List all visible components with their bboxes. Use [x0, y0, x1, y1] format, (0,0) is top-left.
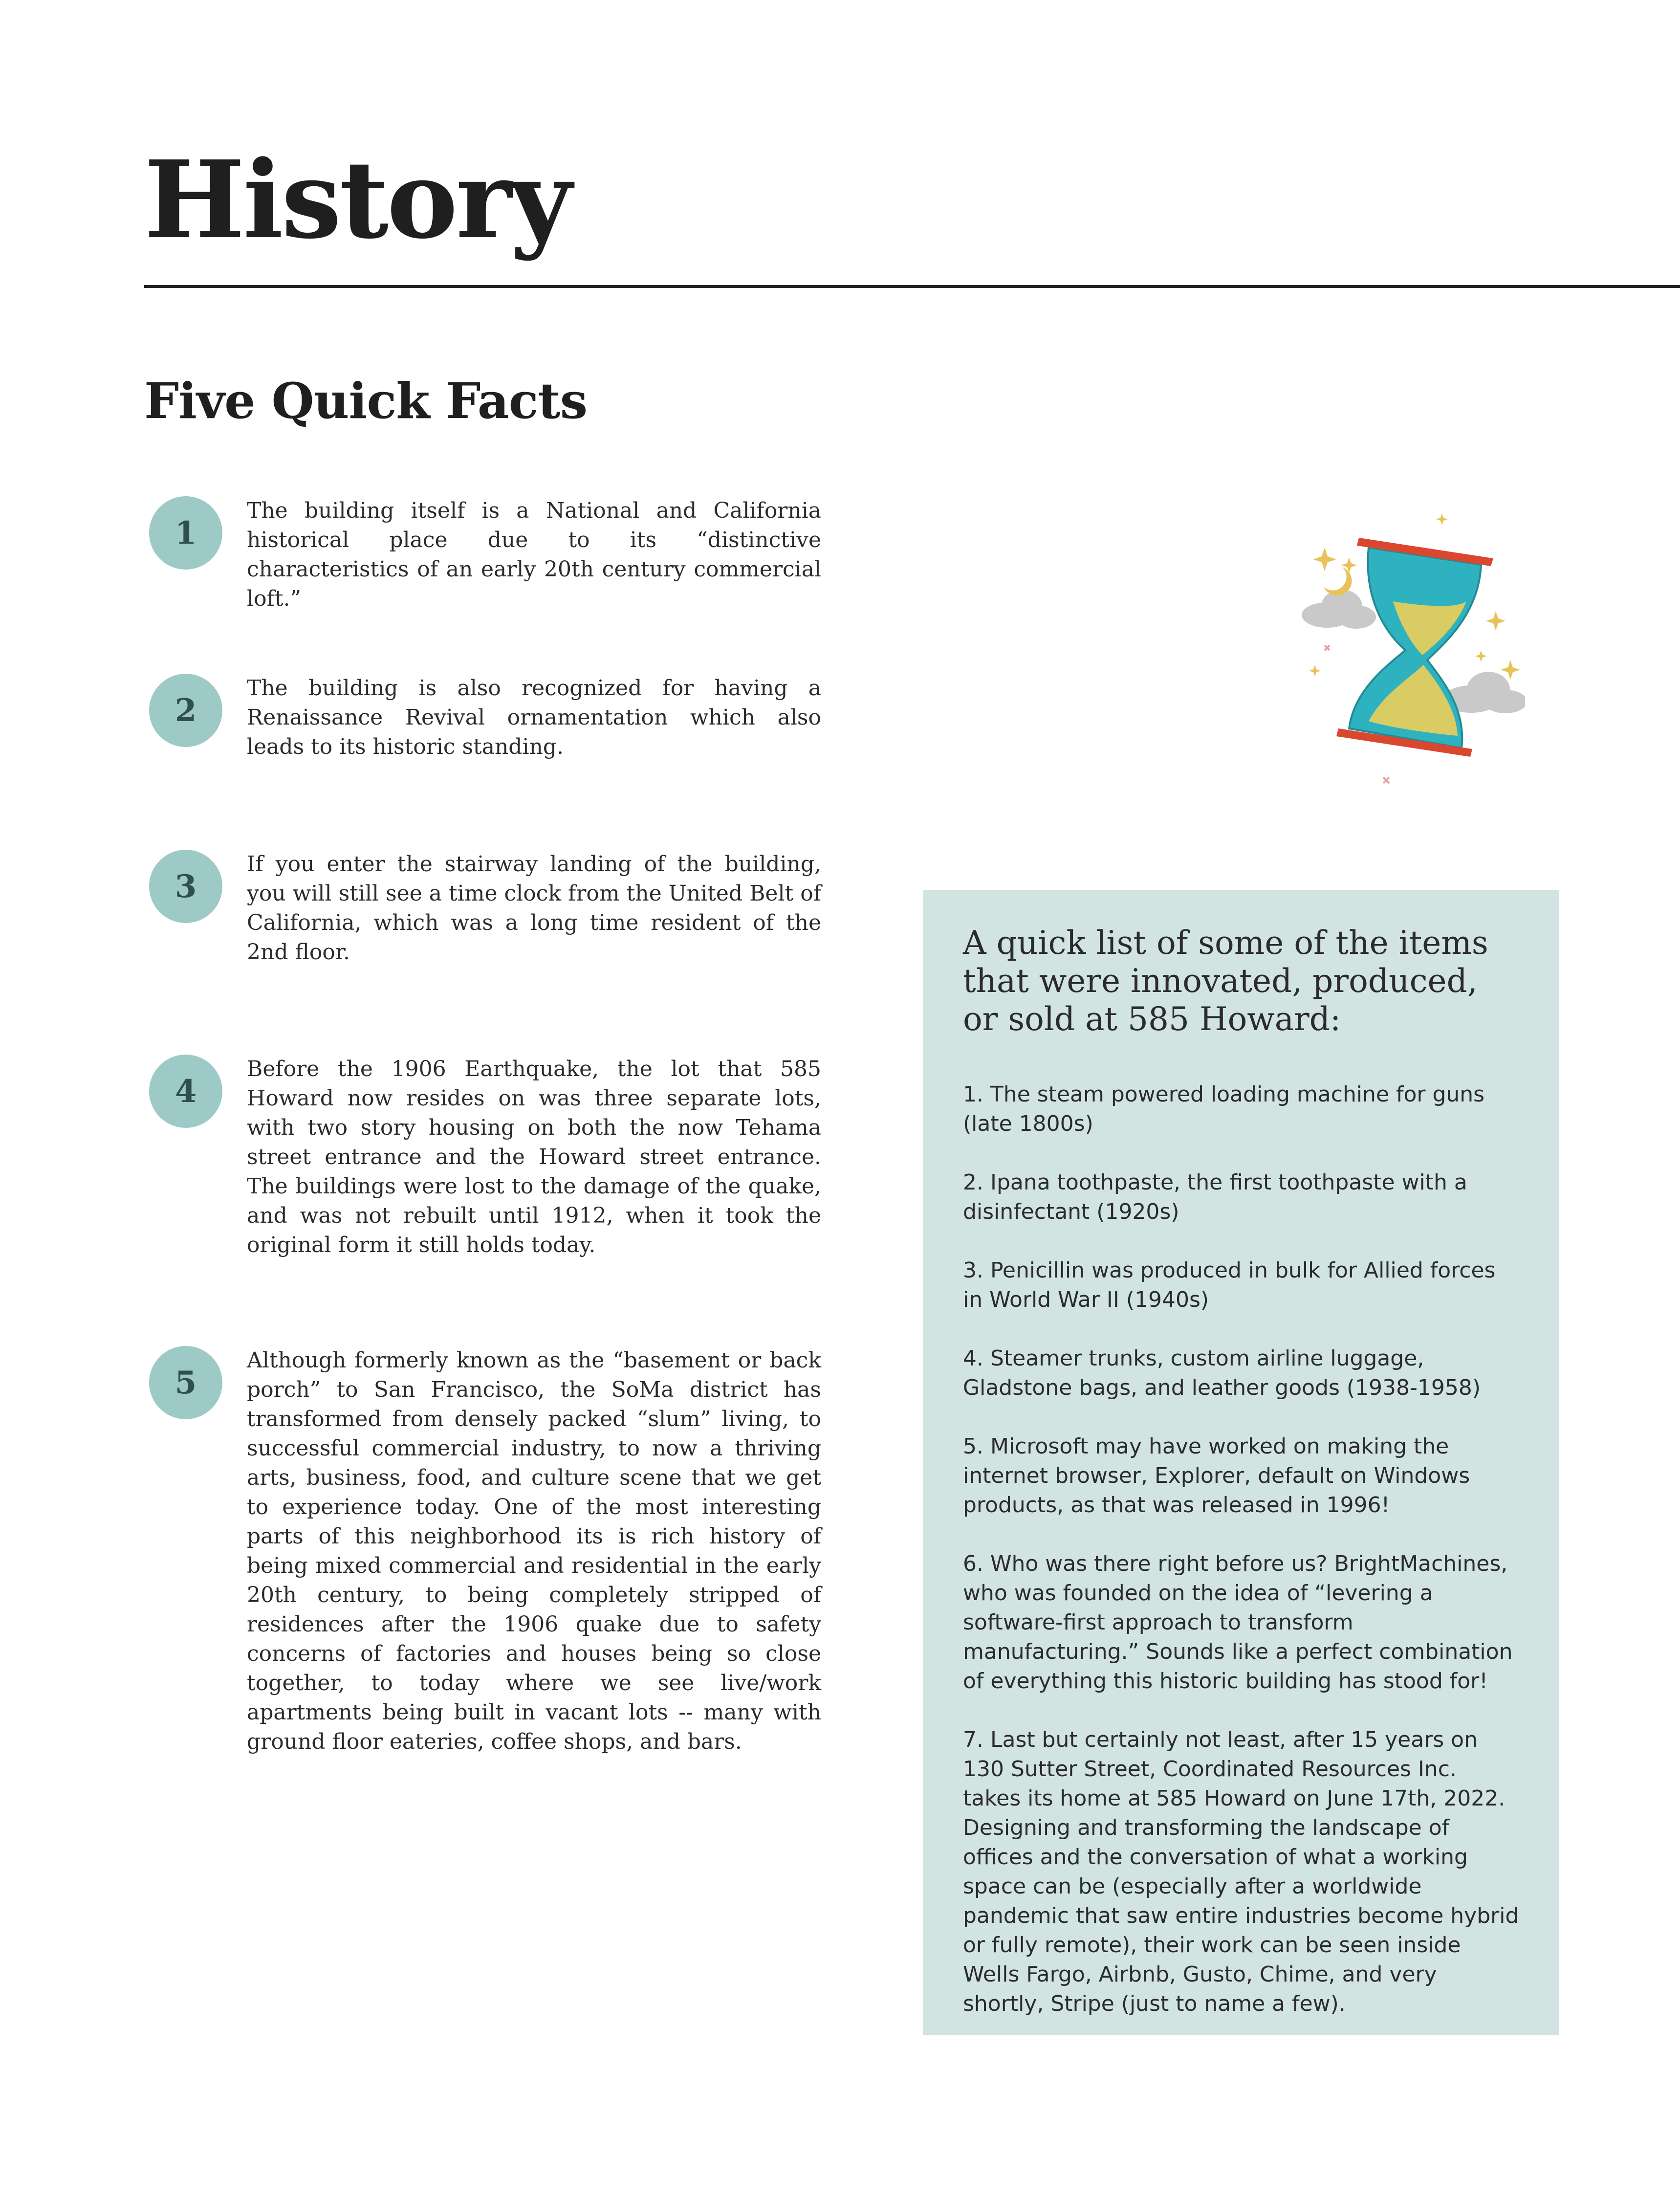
list-item: 5. Microsoft may have worked on making the internet browser, Explorer, default on Windows products, as that was released in 1996! [963, 1434, 1470, 1518]
fact-number-badge: 3 [149, 850, 222, 923]
fact-text: Although formerly known as the “basement or back porch” to San Francisco, the SoMa district has transformed from densely packed “slum” living, to successful commercial industry, to now a thriving arts, business, food, and culture scene that we get to experience today. One of the most interesting parts of this neighborhood its is rich history of being mixed commercial and residential in the early 20th century, to being completely stripped of residences after the 1906 quake due to safety concerns of factories and houses being so close together, to today where we see live/work apartments being built in vacant lots -- many with ground floor eateries, coffee shops, and bars. [247, 1348, 821, 1754]
fact-text: Before the 1906 Earthquake, the lot that 585 Howard now resides on was three separate lots, with two story housing on both the now Tehama street entrance and the Howard street entrance. The buildings were lost to the damage of the quake, and was not rebuilt until 1912, when it took the original form it still holds today. [247, 1057, 821, 1257]
list-item: 6. Who was there right before us? BrightMachines, who was founded on the idea of “levering a software-first approach to transform manufacturing.” Sounds like a perfect combination of everything this historic building has stood for! [963, 1551, 1513, 1694]
page-title: History [144, 137, 570, 263]
fact-text: The building itself is a National and California historical place due to its “distinctive characteristics of an early 20th century commercial loft.” [247, 498, 821, 611]
list-item: 3. Penicillin was produced in bulk for Allied forces in World War II (1940s) [963, 1258, 1496, 1312]
innovations-panel [923, 890, 1559, 2035]
title-divider [144, 285, 1680, 288]
list-item: 4. Steamer trunks, custom airline luggage, Gladstone bags, and leather goods (1938-1958) [963, 1346, 1481, 1400]
fact-number-badge: 1 [149, 496, 222, 570]
fact-number-badge: 4 [149, 1055, 222, 1128]
fact-text: The building is also recognized for having a Renaissance Revival ornamentation which also leads to its historic standing. [247, 676, 821, 759]
facts-heading: Five Quick Facts [144, 372, 588, 430]
panel-heading: A quick list of some of the items that were innovated, produced, or sold at 585 Howard: [963, 924, 1488, 1038]
fact-text: If you enter the stairway landing of the building, you will still see a time clock from the United Belt of California, which was a long time resident of the 2nd floor. [247, 852, 821, 965]
list-item: 2. Ipana toothpaste, the first toothpaste with a disinfectant (1920s) [963, 1170, 1467, 1224]
fact-number-badge: 2 [149, 674, 222, 747]
hourglass-icon [1295, 504, 1525, 797]
fact-number-badge: 5 [149, 1346, 222, 1419]
list-item: 1. The steam powered loading machine for guns (late 1800s) [963, 1082, 1485, 1136]
list-item: 7. Last but certainly not least, after 15 years on 130 Sutter Street, Coordinated Resources Inc. takes its home at 585 Howard on June 17th, 2022. Designing and transforming the landscape of offices and the conversation of what a working space can be (especially after a worldwide pandemic that saw entire industries become hybrid or fully remote), their work can be seen inside Wells Fargo, Airbnb, Gusto, Chime, and very shortly, Stripe (just to name a few). [963, 1727, 1519, 2016]
